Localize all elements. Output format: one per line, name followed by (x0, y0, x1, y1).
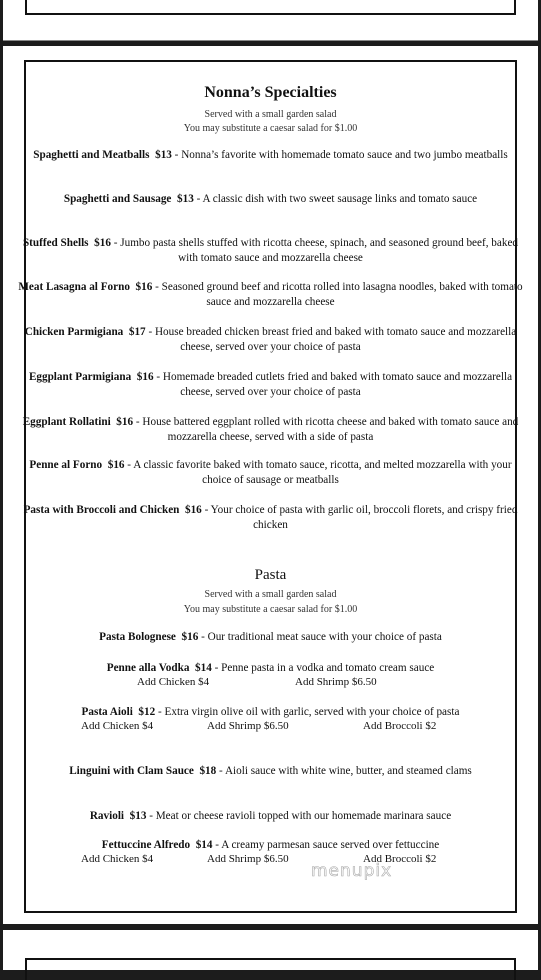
item-description: House breaded chicken breast fried and baked with tomato sauce and mozzarella cheese, served over your choice of pasta (154, 326, 517, 353)
menu-item-eggplant-parmigiana: Eggplant Parmigiana $16 - Homemade breaded cutlets fried and baked with tomato sauce and mozzarella cheese, served over your choice of pasta (28, 371, 513, 398)
menu-page (3, 46, 538, 924)
next-page-edge (3, 930, 538, 970)
item-description: Aioli sauce with white wine, butter, and steamed clams (224, 765, 472, 777)
item-description: A classic dish with two sweet sausage links and tomato sauce (202, 193, 478, 205)
item-description: House battered eggplant rolled with ricotta cheese and baked with tomato sauce and mozzarella cheese, served with a side of pasta (142, 416, 519, 443)
item-description: Nonna’s favorite with homemade tomato sauce and two jumbo meatballs (181, 149, 508, 161)
item-description: Jumbo pasta shells stuffed with ricotta cheese, spinach, and seasoned ground beef, baked with tomato sauce and mozzarella cheese (120, 237, 519, 264)
item-name: Spaghetti and Sausage (63, 193, 172, 205)
item-description: Your choice of pasta with garlic oil, broccoli florets, and crispy fried chicken (210, 504, 518, 531)
item-name: Linguini with Clam Sauce (69, 765, 194, 777)
item-price: $13 (155, 149, 172, 161)
item-price: $16 (94, 237, 111, 249)
specialties-caesar-note: You may substitute a caesar salad for $1.00 (183, 123, 358, 134)
item-price: $13 (177, 193, 194, 205)
item-price: $18 (199, 765, 217, 777)
item-description: Seasoned ground beef and ricotta rolled into lasagna noodles, baked with tomato sauce and mozzarella cheese (161, 281, 523, 308)
pasta-caesar-note: You may substitute a caesar salad for $1.00 (183, 604, 358, 615)
menu-item-spaghetti-meatballs: Spaghetti and Meatballs $13 - Nonna’s favorite with homemade tomato sauce and two jumbo meatballs (33, 149, 508, 161)
menu-item-pasta-bolognese: Pasta Bolognese $16 - Our traditional meat sauce with your choice of pasta (99, 631, 442, 643)
menu-item-penne-vodka: Penne alla Vodka $14 - Penne pasta in a vodka and tomato cream sauce (106, 662, 435, 674)
item-name: Pasta Aioli (81, 706, 133, 718)
pasta-salad-note: Served with a small garden salad (204, 589, 337, 600)
item-name: Stuffed Shells (22, 237, 89, 249)
addon-broccoli: Add Broccoli $2 (363, 853, 437, 865)
item-name: Penne alla Vodka (106, 662, 190, 674)
item-name: Pasta with Broccoli and Chicken (23, 504, 180, 516)
addon-chicken: Add Chicken $4 (137, 676, 210, 688)
item-price: $16 (136, 371, 154, 383)
item-name: Ravioli (89, 810, 125, 822)
specialties-title: Nonna’s Specialties (204, 84, 337, 101)
item-description: Penne pasta in a vodka and tomato cream sauce (221, 662, 435, 674)
item-description: Meat or cheese ravioli topped with our homemade marinara sauce (155, 810, 452, 822)
item-description: Homemade breaded cutlets fried and baked with tomato sauce and mozzarella cheese, served over your choice of pasta (162, 371, 513, 398)
addon-chicken: Add Chicken $4 (81, 853, 154, 865)
menu-item-stuffed-shells: Stuffed Shells $16 - Jumbo pasta shells stuffed with ricotta cheese, spinach, and seasoned ground beef, baked with tomato sauce and mozzarella cheese (22, 237, 519, 264)
item-description: A classic favorite baked with tomato sauce, ricotta, and melted mozzarella with your choice of sausage or meatballs (133, 459, 512, 486)
menu-item-penne-al-forno: Penne al Forno $16 - A classic favorite baked with tomato sauce, ricotta, and melted mozzarella with your choice of sausage or meatballs (29, 459, 512, 486)
fettuccine-alfredo-addons (3, 853, 538, 867)
penne-vodka-addons (3, 676, 538, 690)
pasta-title: Pasta (254, 567, 287, 583)
item-name: Eggplant Parmigiana (28, 371, 132, 383)
menu-item-pasta-aioli: Pasta Aioli $12 - Extra virgin olive oil with garlic, served with your choice of pasta (81, 706, 460, 718)
item-price: $13 (129, 810, 147, 822)
previous-page-edge (3, 0, 538, 41)
menu-item-meat-lasagna: Meat Lasagna al Forno $16 - Seasoned ground beef and ricotta rolled into lasagna noodles, baked with tomato sauce and mozzarella cheese (18, 281, 523, 308)
item-price: $16 (181, 631, 199, 643)
item-description: A creamy parmesan sauce served over fettuccine (221, 839, 440, 851)
menu-item-chicken-parmigiana: Chicken Parmigiana $17 - House breaded chicken breast fried and baked with tomato sauce and mozzarella cheese, served over your choice of pasta (24, 326, 517, 353)
menu-content (3, 46, 538, 924)
menu-item-pasta-broccoli-chicken: Pasta with Broccoli and Chicken $16 - Your choice of pasta with garlic oil, broccoli florets, and crispy fried chicken (23, 504, 518, 531)
item-name: Fettuccine Alfredo (101, 839, 191, 851)
item-name: Spaghetti and Meatballs (33, 149, 150, 161)
item-price: $16 (184, 504, 202, 516)
menu-item-linguini-clam: Linguini with Clam Sauce $18 - Aioli sauce with white wine, butter, and steamed clams (69, 765, 472, 777)
item-name: Penne al Forno (29, 459, 103, 471)
addon-broccoli: Add Broccoli $2 (363, 720, 437, 732)
item-price: $17 (128, 326, 146, 338)
item-price: $14 (195, 839, 213, 851)
menupix-watermark: menupix (311, 861, 393, 881)
item-price: $16 (107, 459, 125, 471)
specialties-salad-note: Served with a small garden salad (204, 109, 337, 120)
menu-item-spaghetti-sausage: Spaghetti and Sausage $13 - A classic dish with two sweet sausage links and tomato sauce (63, 193, 478, 205)
item-price: $14 (195, 662, 212, 674)
item-price: $16 (135, 281, 153, 293)
item-price: $16 (116, 416, 134, 428)
item-price: $12 (138, 706, 156, 718)
addon-chicken: Add Chicken $4 (81, 720, 154, 732)
item-name: Chicken Parmigiana (24, 326, 124, 338)
addon-shrimp: Add Shrimp $6.50 (295, 676, 377, 688)
menu-item-fettuccine-alfredo: Fettuccine Alfredo $14 - A creamy parmesan sauce served over fettuccine (101, 839, 440, 851)
item-name: Meat Lasagna al Forno (18, 281, 130, 293)
menu-item-ravioli: Ravioli $13 - Meat or cheese ravioli topped with our homemade marinara sauce (89, 810, 452, 822)
item-description: Our traditional meat sauce with your choice of pasta (207, 631, 442, 643)
addon-shrimp: Add Shrimp $6.50 (207, 853, 289, 865)
item-name: Pasta Bolognese (99, 631, 176, 643)
item-name: Eggplant Rollatini (22, 416, 111, 428)
menu-item-eggplant-rollatini: Eggplant Rollatini $16 - House battered eggplant rolled with ricotta cheese and baked with tomato sauce and mozzarella cheese, served with a side of pasta (22, 416, 519, 443)
item-description: Extra virgin olive oil with garlic, served with your choice of pasta (164, 706, 460, 718)
addon-shrimp: Add Shrimp $6.50 (207, 720, 289, 732)
pasta-aioli-addons (3, 720, 538, 734)
